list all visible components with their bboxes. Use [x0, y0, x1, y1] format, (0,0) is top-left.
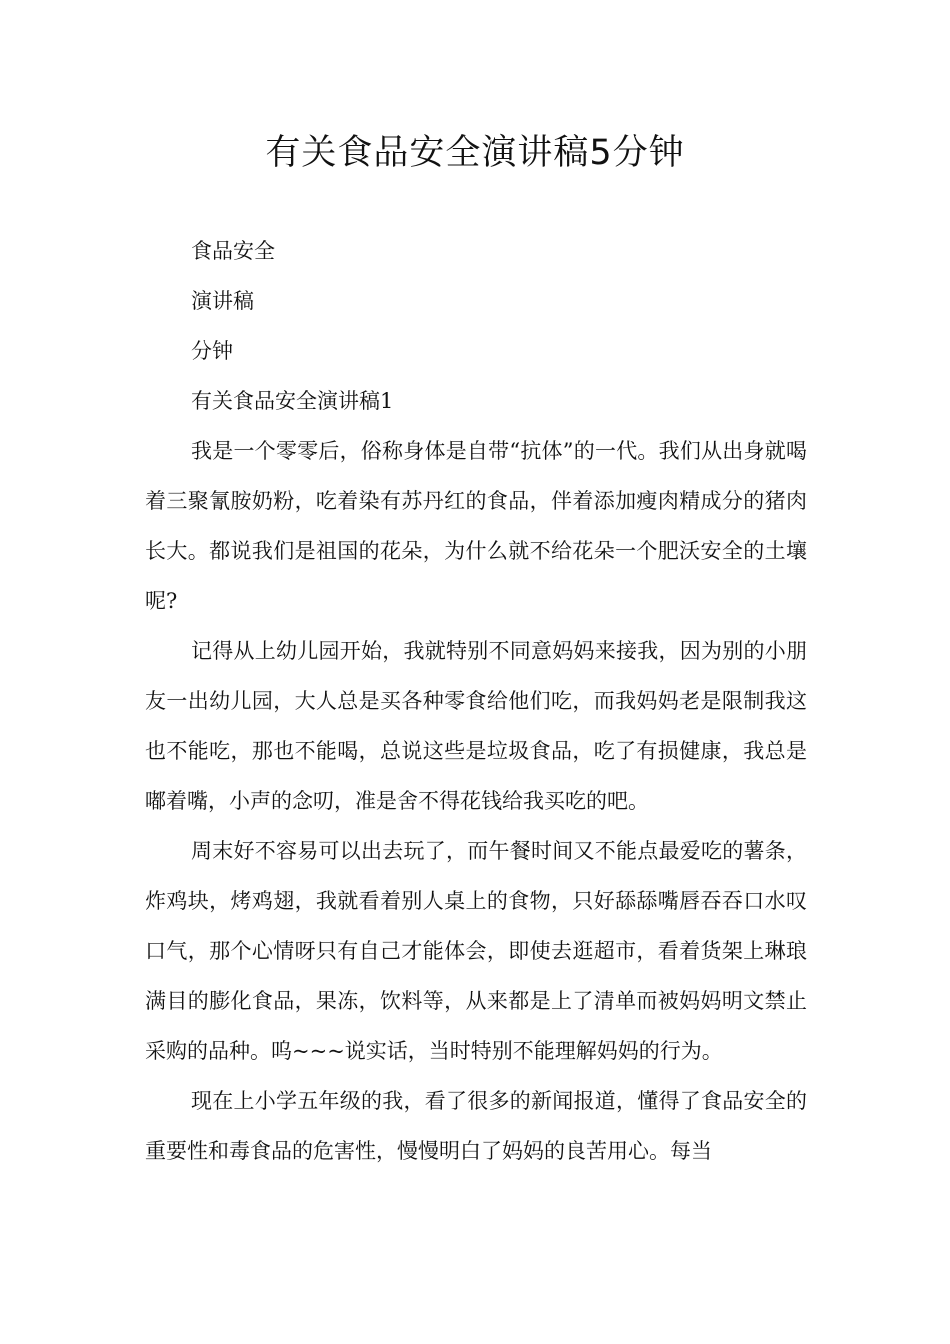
paragraph: 周末好不容易可以出去玩了，而午餐时间又不能点最爱吃的薯条，炸鸡块，烤鸡翅，我就看着别人桌上的食物，只好舔舔嘴唇吞吞口水叹口气，那个心情呀只有自己才能体会，即使去逛超市，看着货架上琳琅满目的膨化食品，果冻，饮料等，从来都是上了清单而被妈妈明文禁止采购的品种。呜~~~说实话，当时特别不能理解妈妈的行为。: [145, 839, 807, 1063]
keyword-line: 分钟: [191, 339, 233, 363]
document-title: 有关食品安全演讲稿5分钟: [265, 133, 685, 173]
paragraph: 记得从上幼儿园开始，我就特别不同意妈妈来接我，因为别的小朋友一出幼儿园，大人总是买各种零食给他们吃，而我妈妈老是限制我这也不能吃，那也不能喝，总说这些是垃圾食品，吃了有损健康，我总是嘟着嘴，小声的念叨，准是舍不得花钱给我买吃的吧。: [145, 639, 807, 813]
paragraph: 我是一个零零后，俗称身体是自带“抗体”的一代。我们从出身就喝着三聚氰胺奶粉，吃着染有苏丹红的食品，伴着添加瘦肉精成分的猪肉长大。都说我们是祖国的花朵，为什么就不给花朵一个肥沃安全的土壤呢?: [145, 439, 807, 613]
paragraph: 现在上小学五年级的我，看了很多的新闻报道，懂得了食品安全的重要性和毒食品的危害性，慢慢明白了妈妈的良苦用心。每当: [145, 1089, 807, 1163]
section-heading: 有关食品安全演讲稿1: [191, 389, 394, 413]
document-body: [145, 226, 807, 1176]
keyword-line: 演讲稿: [191, 289, 254, 313]
keyword-line: 食品安全: [191, 239, 275, 263]
